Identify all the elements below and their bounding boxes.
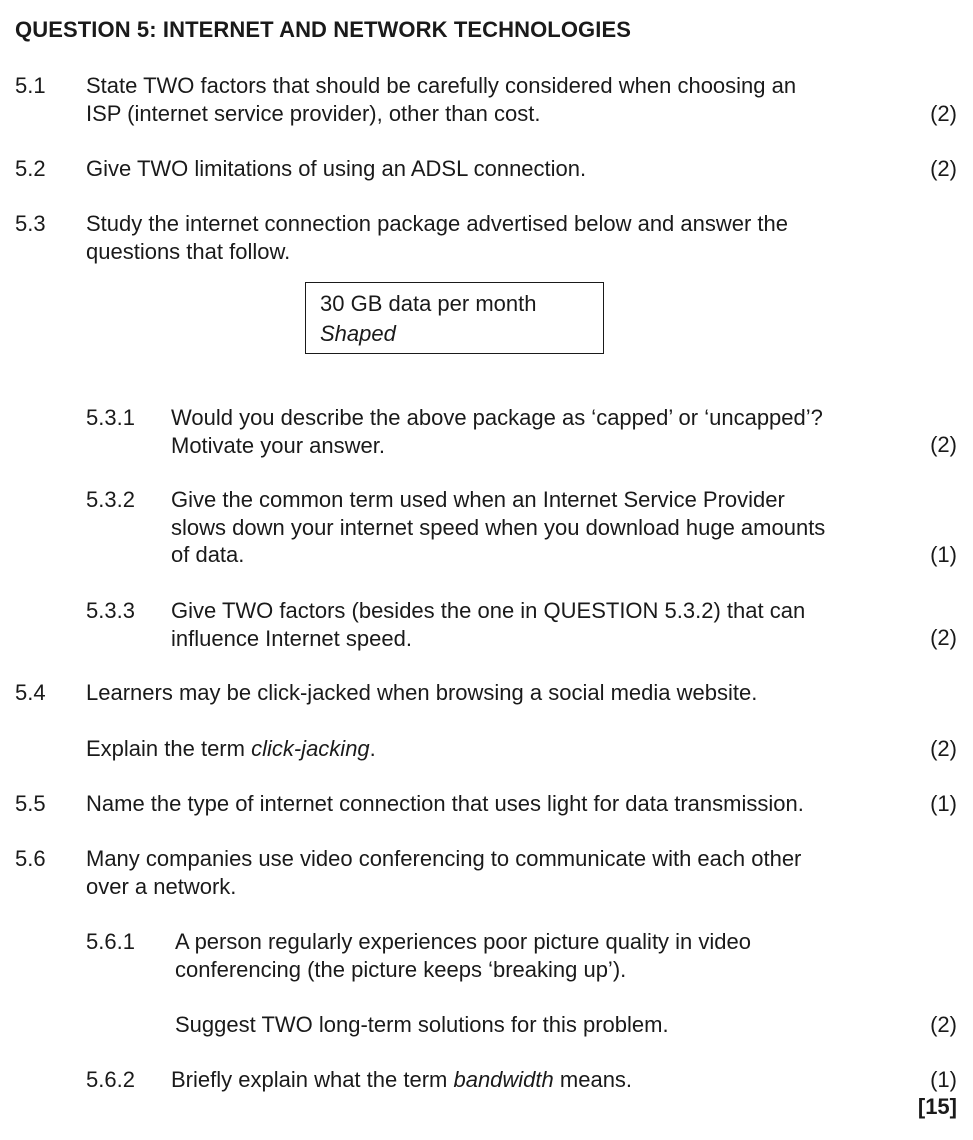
marks-5-1: (2)	[930, 101, 957, 126]
question-heading: QUESTION 5: INTERNET AND NETWORK TECHNOLOGIES	[15, 17, 632, 42]
bandwidth-term: bandwidth	[453, 1067, 554, 1092]
marks-5-6-1: (2)	[930, 1012, 957, 1037]
bandwidth-prefix: Briefly explain what the term	[171, 1067, 454, 1092]
question-5-3-1-line2: Motivate your answer.	[171, 432, 385, 458]
question-5-3-3-line2: influence Internet speed.	[171, 625, 412, 651]
question-number-5-5: 5.5	[15, 791, 46, 816]
marks-5-5: (1)	[930, 791, 957, 816]
question-5-6-2-text	[171, 1066, 887, 1094]
explain-suffix: .	[369, 736, 376, 761]
marks-5-3-3: (2)	[930, 625, 957, 650]
question-5-3-2-line1: Give the common term used when an Internet Service Provider	[171, 487, 785, 512]
question-5-3-2-line3: of data.	[171, 542, 245, 567]
question-5-3-1-line1: Would you describe the above package as ‘capped’ or ‘uncapped’?	[171, 405, 823, 430]
bandwidth-suffix: means.	[553, 1067, 633, 1092]
question-5-5-text: Name the type of internet connection that uses light for data transmission.	[86, 791, 804, 816]
question-5-1-line1: State TWO factors that should be carefully considered when choosing an	[86, 73, 797, 98]
question-5-6-1-instruction: Suggest TWO long-term solutions for this problem.	[175, 1012, 669, 1037]
question-5-6-1-text	[175, 928, 891, 983]
question-number-5-6-2: 5.6.2	[86, 1067, 135, 1092]
question-number-5-6-1: 5.6.1	[86, 929, 135, 954]
question-5-3-1-text	[171, 404, 887, 459]
click-jacking-term: click-jacking	[251, 736, 370, 761]
question-number-5-3-3: 5.3.3	[86, 598, 135, 623]
question-5-4-instruction	[86, 735, 876, 763]
question-5-3-3-line1: Give TWO factors (besides the one in QUESTION 5.3.2) that can	[171, 598, 806, 623]
question-5-6-text	[86, 845, 876, 900]
question-number-5-6: 5.6	[15, 846, 46, 871]
question-5-3-2-line2: slows down your internet speed when you download huge amounts	[171, 514, 826, 540]
marks-5-3-2: (1)	[930, 542, 957, 567]
question-number-5-3-1: 5.3.1	[86, 405, 135, 430]
question-number-5-2: 5.2	[15, 156, 46, 181]
question-number-5-3-2: 5.3.2	[86, 487, 135, 512]
question-5-4-text: Learners may be click-jacked when browsing a social media website.	[86, 680, 758, 705]
question-number-5-1: 5.1	[15, 73, 46, 98]
question-number-5-4: 5.4	[15, 680, 46, 705]
question-5-1-line2: ISP (internet service provider), other than cost.	[86, 100, 541, 126]
question-5-3-3-text	[171, 597, 887, 652]
package-advert-box	[305, 282, 604, 354]
question-5-6-line2: over a network.	[86, 873, 237, 899]
explain-prefix: Explain the term	[86, 736, 252, 761]
question-5-6-1-line1: A person regularly experiences poor picture quality in video	[175, 929, 751, 954]
question-5-3-2-text	[171, 486, 887, 569]
question-number-5-3: 5.3	[15, 211, 46, 236]
question-5-6-line1: Many companies use video conferencing to communicate with each other	[86, 846, 802, 871]
marks-5-4: (2)	[930, 736, 957, 761]
question-5-6-1-line2: conferencing (the picture keeps ‘breaking up’).	[175, 956, 627, 982]
marks-5-2: (2)	[930, 156, 957, 181]
question-5-1-text	[86, 72, 876, 127]
question-5-3-line2: questions that follow.	[86, 238, 291, 264]
package-data-allowance: 30 GB data per month	[320, 291, 537, 316]
question-5-3-text	[86, 210, 876, 265]
question-5-3-line1: Study the internet connection package advertised below and answer the	[86, 211, 789, 236]
marks-5-6-2: (1)	[930, 1067, 957, 1092]
question-total-marks: [15]	[917, 1094, 957, 1119]
package-shaped-label: Shaped	[320, 321, 396, 346]
question-5-2-text: Give TWO limitations of using an ADSL connection.	[86, 156, 587, 181]
marks-5-3-1: (2)	[930, 432, 957, 457]
